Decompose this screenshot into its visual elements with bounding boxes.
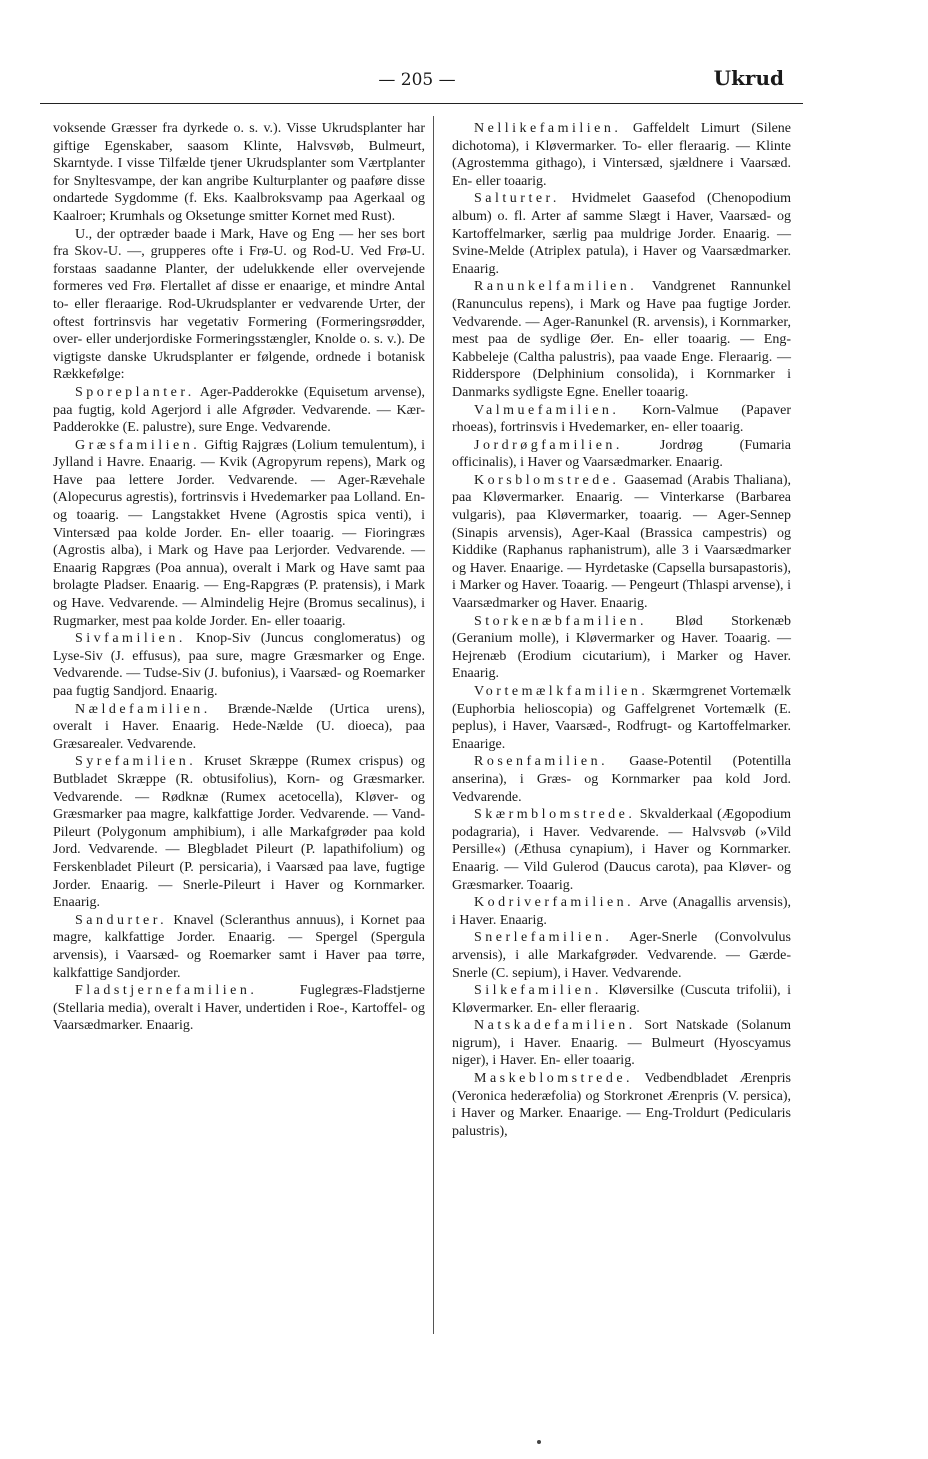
entry-text: Skærmgrenet Vortemælk (Euphorbia helioscopia) og Gaffelgrenet Vortemælk (E. peplus), i Haver, Vaarsæd-, Rodfrugt- og Kartoffelmarker. Enaarige. xyxy=(452,684,791,752)
entry-text: Giftig Rajgræs (Lolium temulentum), i Jylland i Havre. Enaarig. — Kvik (Agropyrum repens), Mark og Have paa lettere Jorder. Vedvarende. — Ager-Rævehale (Alopecurus agrestis), fortrinsvis i Hvedemarker paa Lolland. En- og toaarig. — Langstakket Hvene (Agrostis spica venti), i Vintersæd paa kolde Jorder. En- eller toaarig. — Fioringræs (Agrostis alba), i Mark og Have paa Lerjorder. Vedvarende. — Enaarig Rapgræs (Poa annua), overalt i Mark og Have samt paa brolagte Pladser. Enaarig. — Eng-Rapgræs (P. pratensis), i Mark og Have. Vedvarende. — Almindelig Hejre (Bromus secalinus), i Rugmarker, mest paa kolde Jorder. En- eller toaarig. xyxy=(53,437,425,629)
entry-heading: Jordrøgfamilien. xyxy=(474,437,623,453)
entry-heading: Korsblomstrede. xyxy=(474,472,620,488)
entry-heading: Sivfamilien. xyxy=(75,631,186,647)
entry-natskadefamilien xyxy=(452,1017,791,1070)
entry-heading: Skærmblomstrede. xyxy=(474,807,636,823)
entry-text: Kløversilke (Cuscuta trifolii), i Kløvermarker. En- eller fleraarig. xyxy=(452,983,791,1016)
page-header xyxy=(50,66,784,96)
entry-jordrogfamilien xyxy=(452,437,791,472)
entry-heading: Kodriverfamilien. xyxy=(474,895,635,911)
entry-heading: Silkefamilien. xyxy=(474,983,602,999)
entry-heading: Salturter. xyxy=(474,191,560,207)
entry-vortemaelkfamilien xyxy=(452,683,791,753)
column-divider xyxy=(433,116,434,1334)
entry-kodriverfamilien xyxy=(452,894,791,929)
entry-heading: Snerlefamilien. xyxy=(474,930,613,946)
entry-heading: Fladstjernefamilien. xyxy=(75,983,258,999)
entry-heading: Vortemælkfamilien. xyxy=(474,684,649,699)
entry-text: Jordrøg (Fumaria officinalis), i Haver og Vaarsædmarker. Enaarig. xyxy=(452,437,792,471)
entry-text: Blød Storkenæb (Geranium molle), i Kløvermarker og Haver. Toaarig. — Hejrenæb (Erodium cicutarium), i Marker og Haver. Enaarig. xyxy=(452,613,791,682)
entry-text: Knavel (Scleranthus annuus), i Kornet paa magre, kalkfattige Jorder. Enaarig. — Spergel (Spergula arvensis), i Vaarsæd- og Roemarker samt i Haver paa tørre, kalkfattige Sandjorder. xyxy=(53,912,425,981)
entry-text: Fuglegræs-Fladstjerne (Stellaria media), overalt i Haver, undertiden i Roe-, Kartoffel- og Vaarsædmarker. Enaarig. xyxy=(53,983,425,1034)
entry-text: Hvidmelet Gaasefod (Chenopodium album) o. fl. Arter af samme Slægt i Haver, Vaarsæd- og Kartoffelmarker, særlig paa muldrige Jorder. Enaarig. — Svine-Melde (Atriplex patula), i Haver og Vaarsædmarker. Enaarig. xyxy=(452,191,791,277)
entry-text: Knop-Siv (Juncus conglomeratus) og Lyse-Siv (J. effusus), paa sure, magre Græsmarker og Enge. Vedvarende. — Tudse-Siv (J. bufonius), i Vaarsæd- og Roemarker paa fugtig Sandjord. Enaarig. xyxy=(53,631,425,699)
entry-storkenaebfamilien xyxy=(452,613,791,683)
entry-text: Brænde-Nælde (Urtica urens), overalt i Haver. Enaarig. Hede-Nælde (U. dioeca), paa Græsarealer. Vedvarende. xyxy=(53,701,425,752)
entry-text: Arve (Anagallis arvensis), i Haver. Enaarig. xyxy=(452,895,792,928)
entry-snerlefamilien xyxy=(452,929,791,982)
right-column xyxy=(452,120,791,1140)
entry-rosenfamilien xyxy=(452,753,791,806)
entry-nellikefamilien xyxy=(452,120,791,190)
print-speck xyxy=(537,1440,541,1444)
entry-text: Ager-Padderokke (Equisetum arvense), paa fugtig, kold Agerjord i alle Afgrøder. Vedvarende. — Kær-Padderokke (E. palustre), sure Enge. Vedvarende. xyxy=(53,384,425,436)
left-column xyxy=(53,120,425,1035)
entry-heading: Natskadefamilien. xyxy=(474,1018,636,1034)
entry-text: Skvalderkaal (Ægopodium podagraria), i Haver. Vedvarende. — Halvsvøb (»Vild Persille«) (Æthusa cynapium), i Haver og Kornmarker. Enaarig. — Vild Gulerod (Daucus carota), paa Kløver- og Græsmarker. Toaarig. xyxy=(452,807,791,893)
entry-heading: Sporeplanter. xyxy=(75,384,195,400)
running-title: Ukrud xyxy=(713,66,784,90)
entry-naeldefamilien xyxy=(53,701,425,754)
entry-valmuefamilien xyxy=(452,402,791,437)
entry-text: Vedbendbladet Ærenpris (Veronica hederæfolia) og Storkronet Ærenpris (V. persica), i Haver og Marker. Enaarige. — Eng-Troldurt (Pedicularis palustris), xyxy=(452,1071,791,1139)
entry-text: Ager-Snerle (Convolvulus arvensis), i alle Markafgrøder. Vedvarende. — Gærde-Snerle (C. sepium), i Haver. Vedvarende. xyxy=(452,930,791,981)
entry-heading: Maskeblomstrede. xyxy=(474,1071,634,1087)
entry-sivfamilien xyxy=(53,630,425,700)
entry-text: Sort Natskade (Solanum nigrum), i Haver. Enaarig. — Bulmeurt (Hyoscyamus niger), i Haver. En- eller toaarig. xyxy=(452,1018,792,1069)
entry-korsblomstrede xyxy=(452,472,791,613)
header-rule xyxy=(40,103,803,104)
entry-silkefamilien xyxy=(452,982,791,1017)
entry-text: Gaase-Potentil (Potentilla anserina), i Græs- og Kornmarker paa kold Jord. Vedvarende. xyxy=(452,754,791,805)
entry-heading: Nældefamilien. xyxy=(75,701,211,717)
entry-sporeplanter xyxy=(53,384,425,437)
page-number: — 205 — xyxy=(378,70,456,90)
entry-heading: Syrefamilien. xyxy=(75,754,197,770)
entry-heading: Græsfamilien. xyxy=(75,437,201,453)
entry-fladstjernefamilien xyxy=(53,982,425,1035)
entry-salturter xyxy=(452,190,791,278)
entry-text: Korn-Valmue (Papaver rhoeas), fortrinsvis i Hvedemarker, en- eller toaarig. xyxy=(452,402,791,436)
paragraph-intro-continued: voksende Græsser fra dyrkede o. s. v.). Visse Ukrudsplanter har giftige Egenskaber, saasom Klinte, Halvsvøb, Bulmeurt, Skarntyde. I visse Tilfælde tjener Ukrudsplanter som Værtplanter for Snyltesvampe, der kan angribe Kulturplanter og paaføre disse ondartede Sygdomme (f. Eks. Kaalbroksvamp paa Agerkaal og Kaalroer; Krumhals og Oksetunge smitter Kornet med Rust). xyxy=(53,121,425,224)
entry-heading: Storkenæbfamilien. xyxy=(474,613,648,629)
paragraph-classification: U., der optræder baade i Mark, Have og Eng — her ses bort fra Skov-U. —, grupperes ofte i Frø-U. og Rod-U. Ved Frø-U. forstaas saadanne Planter, der udelukkende eller overvejende formeres ved Frø. Flertallet af disse er enaarige, et mindre Antal to- eller fleraarige. Rod-Ukrudsplanter er vedvarende Urter, der oftest fortrinsvis har vegetativ Formering (Formeringsrødder, over- eller underjordiske Formeringsstængler, Knolde o. s. v.). De vigtigste danske Ukrudsplanter er følgende, ordnede i botanisk Rækkefølge: xyxy=(53,226,425,383)
entry-heading: Rosenfamilien. xyxy=(474,754,609,770)
entry-graesfamilien xyxy=(53,437,425,631)
entry-skaermblomstrede xyxy=(452,806,791,894)
entry-ranunkelfamilien xyxy=(452,278,791,401)
entry-text: Kruset Skræppe (Rumex crispus) og Butbladet Skræppe (R. obtusifolius), Korn- og Græsmarker. Vedvarende. — Rødknæ (Rumex acetocella), Kløver- og Græsmarker paa magre, kalkfattige Jorder. Vedvarende. — Vand-Pileurt (Polygonum amphibium), i alle Markafgrøder paa kold Jord. Vedvarende. — Blegbladet Pileurt (P. lapathifolium) og Ferskenbladet Pileurt (P. persicaria), i Vaarsæd paa lave, fugtige Jorder. Enaarig. — Snerle-Pileurt i Haver og Kornmarker. Enaarig. xyxy=(53,754,425,911)
entry-heading: Nellikefamilien. xyxy=(474,121,622,136)
entry-maskeblomstrede xyxy=(452,1070,791,1140)
entry-heading: Valmuefamilien. xyxy=(474,402,620,418)
entry-text: Gaffeldelt Limurt (Silene dichotoma), i Kløvermarker. To- eller fleraarig. — Klinte (Agrostemma githago), i Vintersæd, sjældnere i Vaarsæd. En- eller toaarig. xyxy=(452,121,792,189)
entry-syrefamilien xyxy=(53,753,425,911)
entry-sandurter xyxy=(53,912,425,982)
entry-heading: Ranunkelfamilien. xyxy=(474,279,638,295)
entry-text: Vandgrenet Rannunkel (Ranunculus repens), i Mark og Have paa fugtige Jorder. Vedvarende. — Ager-Ranunkel (R. arvensis), i Kornmarker, mest paa de sydlige Øer. En- eller toaarig. — Eng-Kabbeleje (Caltha palustris), paa vaade Enge. Fleraarig. — Ridderspore (Delphinium consolida), i Kornmarker i Danmarks sydligste Egne. Eneller toaarig. xyxy=(452,279,791,400)
entry-text: Gaasemad (Arabis Thaliana), paa Kløvermarker. Enaarig. — Vinterkarse (Barbarea vulgaris), paa Kløvermarker, toaarig. — Ager-Sennep (Sinapis arvensis), Ager-Kaal (Brassica campestris) og Kiddike (Raphanus raphanistrum), alle 3 i Vaarsædmarker og Haver. Enaarige. — Hyrdetaske (Capsella bursapastoris), i Marker og Haver. Toaarig. — Pengeurt (Thlaspi arvense), i Vaarsædmarker og Haver. Enaarig. xyxy=(452,472,791,612)
entry-heading: Sandurter. xyxy=(75,912,168,928)
